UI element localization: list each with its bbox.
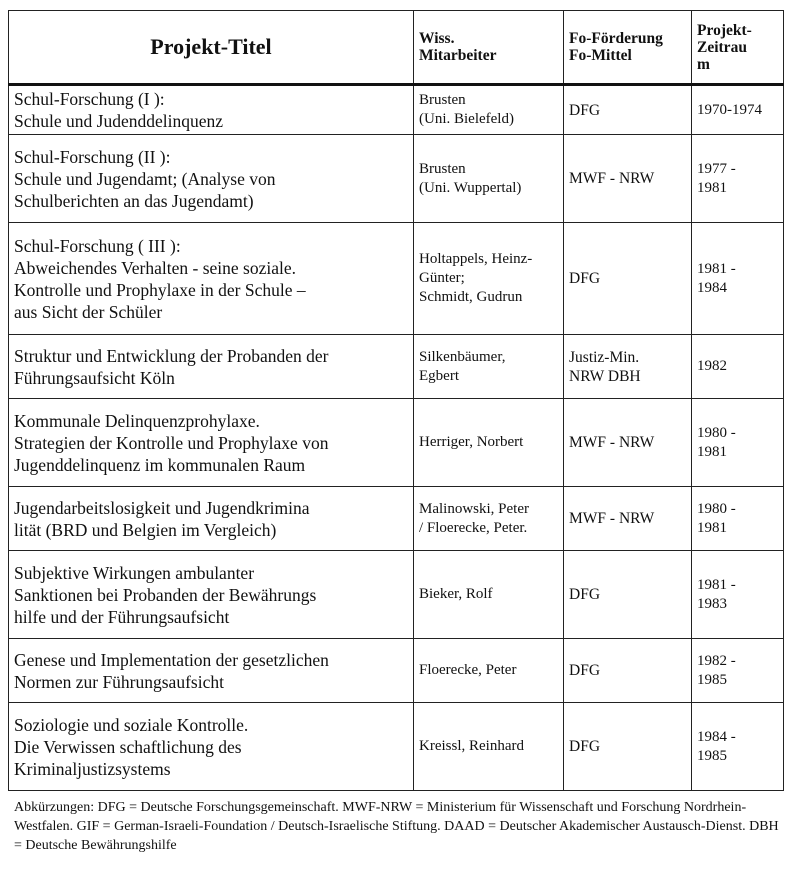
table-row	[9, 487, 784, 551]
projects-table	[8, 10, 784, 791]
table-row	[9, 135, 784, 223]
staff-cell: Silkenbäumer, Egbert	[414, 335, 564, 399]
project-title-cell: Schul-Forschung ( III ): Abweichendes Verhalten - seine soziale. Kontrolle und Prophylaxe in der Schule – aus Sicht der Schüler	[9, 223, 414, 335]
table-row	[9, 551, 784, 639]
staff-cell: Herriger, Norbert	[414, 399, 564, 487]
project-title-cell: Struktur und Entwicklung der Probanden der Führungsaufsicht Köln	[9, 335, 414, 399]
staff-cell: Kreissl, Reinhard	[414, 703, 564, 791]
project-title-cell: Soziologie und soziale Kontrolle. Die Verwissen schaftlichung des Kriminaljustizsystems	[9, 703, 414, 791]
header-title: Projekt-Titel	[9, 11, 414, 85]
period-cell: 1977 - 1981	[692, 135, 784, 223]
funding-cell: DFG	[564, 703, 692, 791]
table-row	[9, 639, 784, 703]
header-period: Projekt- Zeitrau m	[692, 11, 784, 85]
project-title-cell: Schul-Forschung (I ): Schule und Judenddelinquenz	[9, 85, 414, 135]
funding-cell: DFG	[564, 223, 692, 335]
funding-cell: DFG	[564, 85, 692, 135]
staff-cell: Brusten (Uni. Wuppertal)	[414, 135, 564, 223]
funding-cell: Justiz-Min. NRW DBH	[564, 335, 692, 399]
abbreviations-footnote: Abkürzungen: DFG = Deutsche Forschungsgemeinschaft. MWF-NRW = Ministerium für Wissenschaft und Forschung Nordrhein-Westfalen. GIF = German-Israeli-Foundation / Deutsch-Israelische Stiftung. DAAD = Deutscher Akademischer Austausch-Dienst. DBH = Deutsche Bewährungshilfe	[14, 800, 779, 853]
funding-cell: DFG	[564, 639, 692, 703]
table-body	[9, 85, 784, 791]
project-title-cell: Genese und Implementation der gesetzlichen Normen zur Führungsaufsicht	[9, 639, 414, 703]
project-title-cell: Subjektive Wirkungen ambulanter Sanktionen bei Probanden der Bewährungs hilfe und der Führungsaufsicht	[9, 551, 414, 639]
period-cell: 1981 - 1983	[692, 551, 784, 639]
period-cell: 1982 - 1985	[692, 639, 784, 703]
funding-cell: MWF - NRW	[564, 399, 692, 487]
funding-cell: MWF - NRW	[564, 487, 692, 551]
project-title-cell: Jugendarbeitslosigkeit und Jugendkrimina lität (BRD und Belgien im Vergleich)	[9, 487, 414, 551]
table-row	[9, 223, 784, 335]
project-title-cell: Schul-Forschung (II ): Schule und Jugendamt; (Analyse von Schulberichten an das Jugendamt)	[9, 135, 414, 223]
header-funding: Fo-Förderung Fo-Mittel	[564, 11, 692, 85]
staff-cell: Malinowski, Peter / Floerecke, Peter.	[414, 487, 564, 551]
funding-cell: MWF - NRW	[564, 135, 692, 223]
funding-cell: DFG	[564, 551, 692, 639]
period-cell: 1970-1974	[692, 85, 784, 135]
staff-cell: Floerecke, Peter	[414, 639, 564, 703]
staff-cell: Holtappels, Heinz- Günter; Schmidt, Gudrun	[414, 223, 564, 335]
header-staff: Wiss. Mitarbeiter	[414, 11, 564, 85]
period-cell: 1981 - 1984	[692, 223, 784, 335]
table-row	[9, 335, 784, 399]
period-cell: 1982	[692, 335, 784, 399]
table-row	[9, 399, 784, 487]
header-row	[9, 11, 784, 85]
period-cell: 1984 - 1985	[692, 703, 784, 791]
staff-cell: Brusten (Uni. Bielefeld)	[414, 85, 564, 135]
period-cell: 1980 - 1981	[692, 399, 784, 487]
table-row	[9, 703, 784, 791]
table-row	[9, 85, 784, 135]
staff-cell: Bieker, Rolf	[414, 551, 564, 639]
project-title-cell: Kommunale Delinquenzprohylaxe. Strategien der Kontrolle und Prophylaxe von Jugenddelinquenz im kommunalen Raum	[9, 399, 414, 487]
period-cell: 1980 - 1981	[692, 487, 784, 551]
